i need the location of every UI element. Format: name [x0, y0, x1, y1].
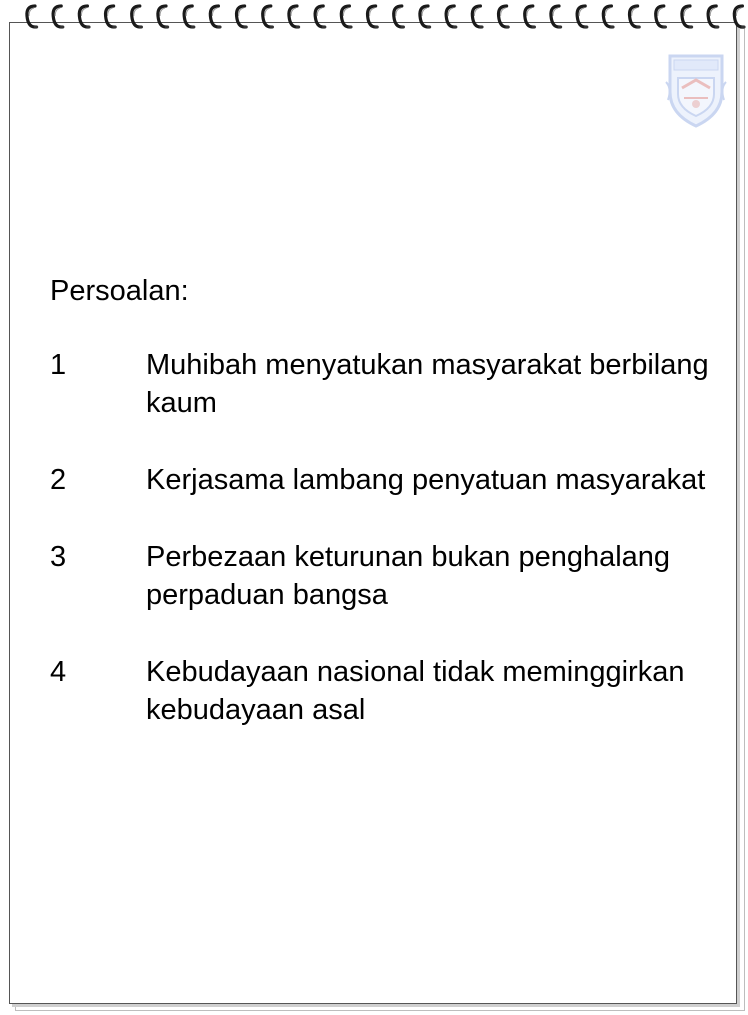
list-item	[50, 461, 710, 499]
spiral-ring-icon	[237, 6, 248, 29]
item-text: Kerjasama lambang penyatuan masyarakat	[146, 464, 706, 496]
spiral-ring-icon	[708, 6, 719, 29]
spiral-ring-icon	[368, 6, 379, 29]
spiral-ring-icon	[27, 6, 38, 29]
spiral-ring-icon	[525, 6, 536, 29]
item-number: 4	[50, 656, 67, 688]
item-number: 3	[50, 541, 67, 573]
spiral-ring-icon	[184, 6, 195, 29]
spiral-ring-icon	[394, 6, 405, 29]
item-text: Perbezaan keturunan bukan penghalang perpaduan bangsa	[146, 541, 671, 611]
page-heading: Persoalan:	[50, 275, 189, 307]
question-content	[50, 272, 710, 768]
spiral-ring-icon	[158, 6, 169, 29]
spiral-ring-icon	[446, 6, 457, 29]
spiral-ring-icon	[603, 6, 614, 29]
spiral-ring-icon	[682, 6, 693, 29]
item-number: 2	[50, 464, 67, 496]
spiral-ring-icon	[551, 6, 562, 29]
spiral-ring-icon	[499, 6, 510, 29]
spiral-ring-icon	[53, 6, 64, 29]
spiral-ring-icon	[577, 6, 588, 29]
spiral-ring-icon	[289, 6, 300, 29]
spiral-ring-icon	[263, 6, 274, 29]
list-item	[50, 653, 710, 729]
spiral-ring-icon	[630, 6, 641, 29]
spiral-ring-icon	[210, 6, 221, 29]
item-text: Muhibah menyatukan masyarakat berbilang kaum	[146, 349, 709, 419]
spiral-ring-icon	[734, 6, 745, 29]
list-item	[50, 346, 710, 422]
item-text: Kebudayaan nasional tidak meminggirkan kebudayaan asal	[146, 656, 685, 726]
spiral-ring-icon	[472, 6, 483, 29]
spiral-ring-icon	[106, 6, 117, 29]
spiral-ring-icon	[420, 6, 431, 29]
spiral-ring-icon	[315, 6, 326, 29]
spiral-ring-icon	[341, 6, 352, 29]
spiral-binding-icon	[0, 0, 748, 36]
spiral-ring-icon	[79, 6, 90, 29]
spiral-ring-icon	[656, 6, 667, 29]
list-item	[50, 538, 710, 614]
spiral-ring-icon	[132, 6, 143, 29]
item-number: 1	[50, 349, 67, 381]
school-crest-icon	[664, 48, 728, 128]
